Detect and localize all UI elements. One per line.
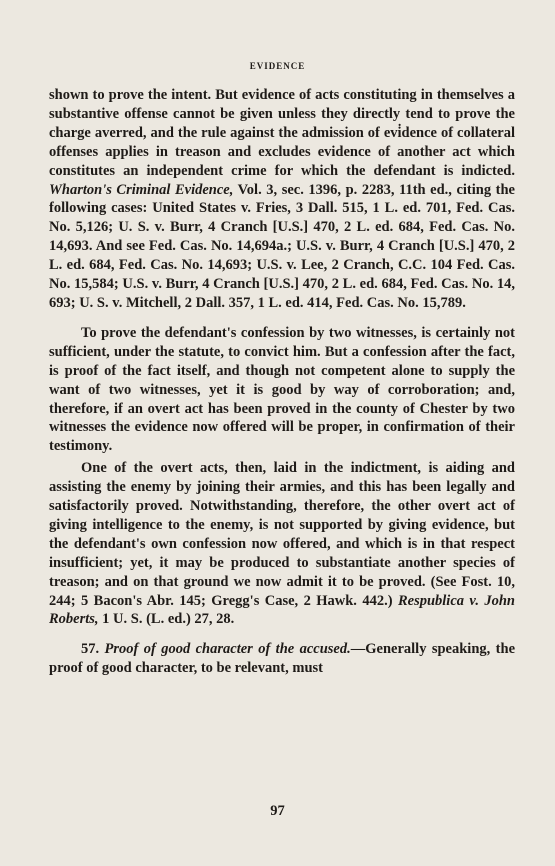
paragraph-1 bbox=[49, 86, 515, 313]
paragraph-3 bbox=[49, 459, 515, 629]
running-header: EVIDENCE bbox=[249, 61, 306, 71]
section-number: 57. bbox=[81, 641, 105, 658]
section-57-paragraph bbox=[49, 640, 515, 678]
section-heading: Proof of good character of the accused. bbox=[104, 641, 351, 658]
citation-whartons-criminal-evidence: Wharton's Criminal Evidence, bbox=[49, 181, 234, 198]
paragraph-1-text: shown to prove the intent. But evidence of acts constituting in themselves a substantive offense cannot be given unless they directly tend to prove the charge averred, and the rule against the admission of evi̇dence of collateral offenses applies in treason and excludes evidence of another act which constitutes an independent crime for which the defendant is indicted. bbox=[49, 87, 515, 179]
paragraph-3-text: One of the overt acts, then, laid in the indictment, is aiding and assisting the enemy by joining their armies, and this has been legally and satisfactorily proved. Notwithstanding, therefore, the other overt act of giving intelligence to the enemy, is not supported by giving evidence, but the defendant's own confession now offered, and which is in that respect insufficient; yet, it may be produced to substantiate another species of treason; and on that ground we now admit it to be proved. (See Fost. 10, 244; 5 Bacon's Abr. 145; Gregg's Case, 2 Hawk. 442.) bbox=[49, 460, 515, 609]
paragraph-1-citations: Vol. 3, sec. 1396, p. 2283, 11th ed., citing the following cases: United States v. Fries, 3 Dall. 515, 1 L. ed. 701, Fed. Cas. No. 5,126; U. S. v. Burr, 4 Cranch [U.S.] 470, 2 L. ed. 684, Fed. Cas. No. 14,693. And see Fed. Cas. No. 14,694a.; U.S. v. Burr, 4 Cranch [U.S.] 470, 2 L. ed. 684, Fed. Cas. No. 14,693; U.S. v. Lee, 2 Cranch, C.C. 104 Fed. Cas. No. 15,584; U.S. v. Burr, 4 Cranch [U.S.] 470, 2 L. ed. 684, Fed. Cas. No. 14, 693; U. S. v. Mitchell, 2 Dall. 357, 1 L. ed. 414, Fed. Cas. No. 15,789. bbox=[49, 181, 515, 311]
section-57-text: —Generally speaking, the proof of good character, to be relevant, must bbox=[49, 641, 516, 677]
page-number: 97 bbox=[270, 803, 285, 819]
case-name-respublica-v-roberts: Respublica v. John Roberts, bbox=[49, 592, 515, 628]
paragraph-2 bbox=[49, 324, 515, 456]
paragraph-2-text: To prove the defendant's confession by two witnesses, is certainly not sufficient, under the statute, to convict him. But a confession after the fact, is proof of the fact itself, and though not competent alone to supply the want of two witnesses, yet it is good by way of corroboration; and, therefore, if an overt act has been proved in the county of Chester by two witnesses the evidence now offered will be proper, in confirmation of their testimony. bbox=[49, 324, 515, 455]
paragraph-3-citation: 1 U. S. (L. ed.) 27, 28. bbox=[98, 611, 235, 628]
body-text bbox=[49, 86, 515, 678]
